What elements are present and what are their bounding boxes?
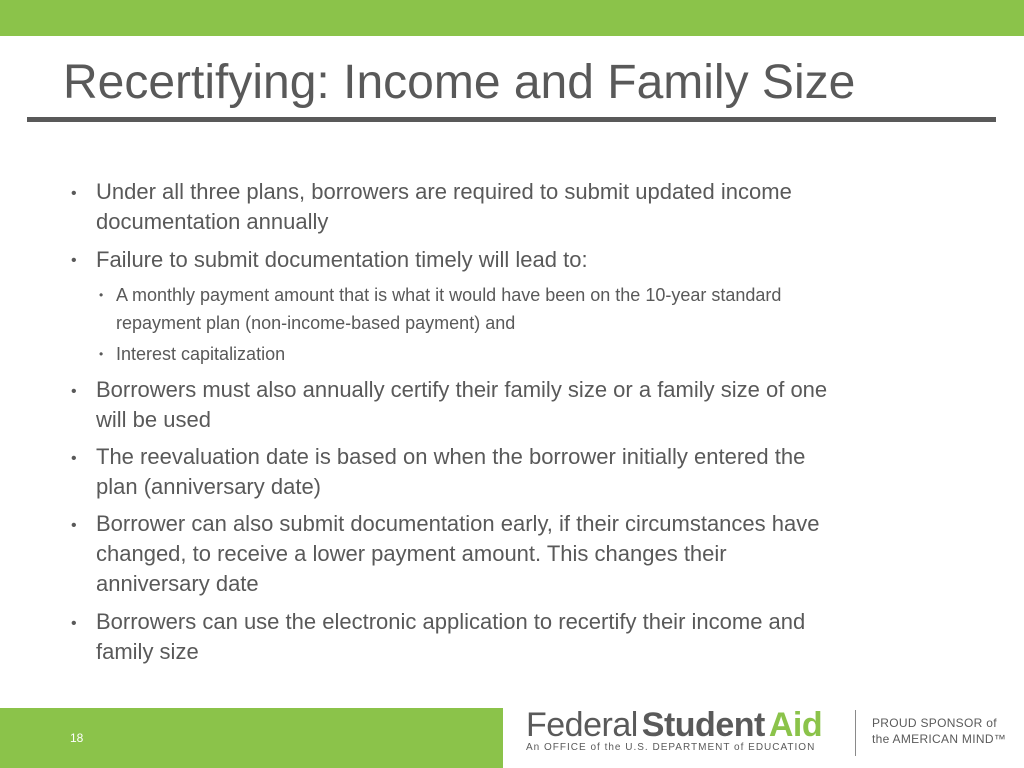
bullet-marker: • [71,517,77,534]
list-item-line: repayment plan (non-income-based payment) and [116,313,516,333]
list-item-line: plan (anniversary date) [96,474,322,499]
sub-bullet-marker: • [99,347,104,361]
list-item-line: documentation annually [96,209,329,234]
bullet-marker: • [71,383,77,400]
sub-list-item [116,281,976,337]
list-item-line: anniversary date [96,571,259,596]
list-item-line: Under all three plans, borrowers are required to submit updated income [96,179,792,204]
list-item-line: Borrower can also submit documentation early, if their circumstances have [96,511,820,536]
sponsor-text [872,715,1006,747]
list-item-line: changed, to receive a lower payment amount. This changes their [96,541,727,566]
list-item [96,177,976,237]
list-item-line: will be used [96,407,211,432]
logo-tagline: An OFFICE of the U.S. DEPARTMENT of EDUCATION [526,742,816,753]
list-item-line: A monthly payment amount that is what it would have been on the 10-year standard [116,285,782,305]
logo-student-text: Student [641,706,765,744]
sponsor-line-1: PROUD SPONSOR of [872,716,997,730]
bullet-marker: • [71,450,77,467]
list-item [96,607,976,667]
list-item-line: Interest capitalization [116,344,286,364]
bullet-marker: • [71,252,77,269]
bullet-marker: • [71,185,77,202]
slide-title: Recertifying: Income and Family Size [63,56,856,109]
sub-bullet-marker: • [99,288,104,302]
list-item [96,442,976,502]
sponsor-line-2: the AMERICAN MIND™ [872,732,1007,746]
list-item [96,509,976,599]
logo-wordmark [526,705,822,745]
logo-aid-text: Aid [768,706,823,744]
list-item-line: Failure to submit documentation timely will lead to: [96,247,588,272]
list-item [96,375,976,435]
page-number: 18 [70,731,84,745]
bullet-marker: • [71,615,77,632]
footer-divider [855,710,856,756]
sub-list-item [116,340,976,368]
list-item-line: Borrowers can use the electronic application to recertify their income and [96,609,806,634]
list-item-line: Borrowers must also annually certify their family size or a family size of one [96,377,828,402]
list-item-line: family size [96,639,199,664]
logo-federal-text: Federal [526,706,638,744]
federal-student-aid-logo [526,705,842,757]
list-item-line: The reevaluation date is based on when the borrower initially entered the [96,444,806,469]
top-accent-bar [0,0,1024,36]
list-item [96,245,976,275]
title-underline [27,117,996,122]
